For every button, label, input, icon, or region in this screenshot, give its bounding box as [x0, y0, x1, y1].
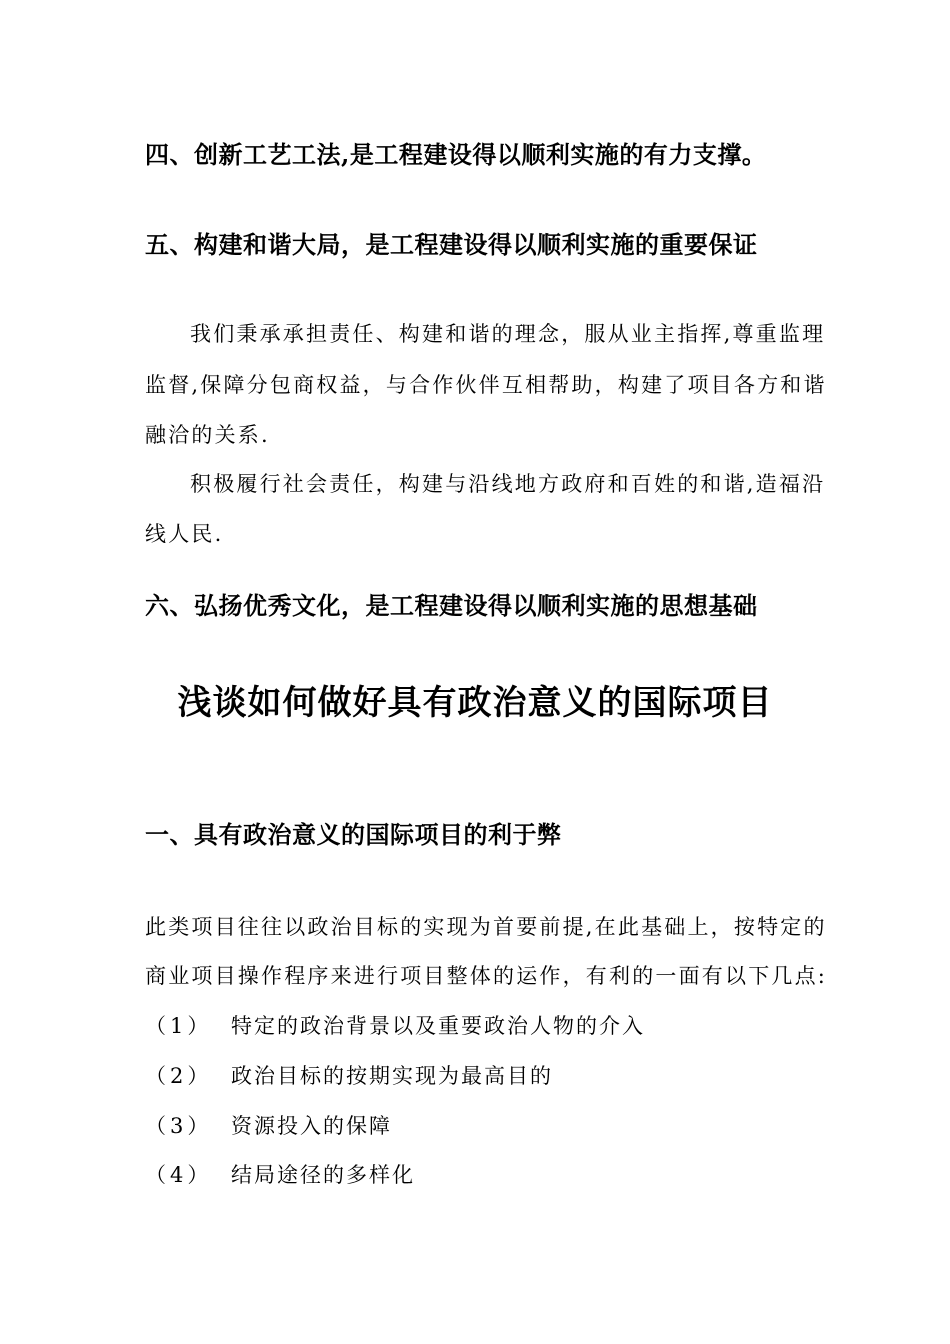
heading-article-section-1: 一、具有政治意义的国际项目的利于弊 — [145, 820, 562, 849]
list-item-number: （4） — [145, 1163, 213, 1187]
list-item — [145, 1165, 415, 1186]
paragraph-line: 我们秉承承担责任、构建和谐的理念，服从业主指挥,尊重监理 — [190, 322, 826, 346]
paragraph-line: 线人民. — [145, 522, 224, 546]
article-title: 浅谈如何做好具有政治意义的国际项目 — [177, 683, 773, 723]
list-item — [145, 1016, 645, 1037]
heading-section-5: 五、构建和谐大局，是工程建设得以顺利实施的重要保证 — [145, 230, 758, 259]
list-item-text: 特定的政治背景以及重要政治人物的介入 — [231, 1014, 645, 1038]
list-item-text: 资源投入的保障 — [231, 1114, 392, 1138]
paragraph-line: 融洽的关系. — [145, 423, 270, 447]
list-item — [145, 1116, 392, 1137]
heading-section-4: 四、创新工艺工法,是工程建设得以顺利实施的有力支撑。 — [145, 140, 767, 169]
paragraph-line: 监督,保障分包商权益，与合作伙伴互相帮助，构建了项目各方和谐 — [145, 373, 827, 397]
list-item-text: 结局途径的多样化 — [231, 1163, 415, 1187]
list-item-text: 政治目标的按期实现为最高目的 — [231, 1064, 553, 1088]
list-item — [145, 1066, 553, 1087]
list-item-number: （3） — [145, 1114, 213, 1138]
paragraph-line: 此类项目往往以政治目标的实现为首要前提,在此基础上，按特定的 — [145, 915, 827, 939]
paragraph-line: 商业项目操作程序来进行项目整体的运作，有利的一面有以下几点: — [145, 964, 828, 988]
list-item-number: （1） — [145, 1014, 213, 1038]
list-item-number: （2） — [145, 1064, 213, 1088]
paragraph-line: 积极履行社会责任，构建与沿线地方政府和百姓的和谐,造福沿 — [190, 472, 826, 496]
heading-section-6: 六、弘扬优秀文化，是工程建设得以顺利实施的思想基础 — [145, 591, 758, 620]
